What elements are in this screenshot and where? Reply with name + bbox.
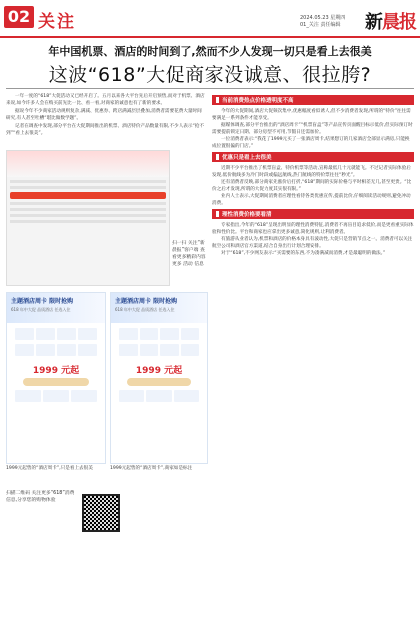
body-paragraph: 还有消费者反映,部分商家先涨价后打折,“618”期间的实际价格与平时相差无几,甚至更贵。“比价之后才发现,所谓的大促力度其实很有限。” (212, 180, 412, 192)
side-caption: 扫一扫 关注“新晨报”客户端 查看更多精彩内容 更多 活动 信息 (172, 241, 206, 267)
banner-strip (11, 388, 101, 404)
body-paragraph: 据媒体调查,部分平台推出的“酒店周卡”“机票盲盒”等产品宣传页面醒目标示低价,但实际预订时需要提前锁定日期、部分房型不可用,节假日还需加价。 (212, 123, 413, 135)
banner-subtitle: 618 年中大促 品质酒店 任选入住 (11, 307, 71, 312)
banner-head (7, 293, 105, 323)
body-paragraph: 一位消费者表示:“我花了1999元买了一张酒店周卡,结果想订的几家酒店全部显示满房,只能换成位置很偏的门店。” (212, 137, 410, 149)
banner-title: 主题酒店周卡 限时抢购 (11, 298, 74, 305)
masthead-logo (365, 8, 416, 34)
banner-strip (115, 342, 203, 358)
left-column (6, 93, 206, 138)
issue-date: 2024.05.23 星期四 (300, 15, 346, 21)
right-column (212, 93, 414, 257)
app-screenshot-image (6, 150, 170, 286)
page-header (0, 0, 420, 40)
section-title-3 (212, 209, 414, 219)
masthead-highlight: 晨报 (382, 12, 416, 33)
app-line (10, 202, 166, 205)
banner-subtitle: 618 年中大促 品质酒店 任选入住 (115, 307, 175, 312)
section-number: 02 (4, 6, 34, 28)
banner-body (7, 323, 105, 407)
banner-body (111, 323, 207, 407)
banner-strip (11, 342, 101, 358)
section-name: 关注 (38, 12, 76, 32)
banner-strip (115, 326, 203, 342)
body-paragraph: 对于“618”,不少网友表示:“买需要的东西,不为凑满减而消费,才是最聪明的做法。” (221, 251, 386, 256)
headline-divider (6, 88, 414, 89)
lead-paragraph-2: 据说今年不少商家活动规则复杂,满减、优惠券、跨店满减层层叠加,消费者需要花费大量时间研究,有人甚至吐槽“堪比做数学题”。 (6, 109, 202, 121)
banner-title: 主题酒店周卡 限时抢购 (115, 298, 178, 305)
app-line (10, 214, 166, 217)
banner-strip (115, 388, 203, 404)
main-headline: 这波“618”大促商家没诚意、很拉胯? (48, 64, 372, 86)
app-screenshot-top (7, 151, 169, 177)
app-line (10, 208, 166, 211)
section-title-text: 优惠只是看上去很美 (222, 155, 272, 161)
lead-paragraph-3: 记者在调查中发现,部分平台在大促期间推出的机票、酒店特价产品数量有限,不少人表示“抢不到”“看上去很美”。 (6, 124, 205, 136)
section-title-text: 理性消费价格要看清 (222, 212, 272, 218)
qr-code-icon (82, 494, 120, 532)
image-caption-right: 1999元起售的“酒店周卡”,商家如是标注 (110, 466, 193, 471)
section-title-text: 当前消费热点价格透明度不高 (222, 98, 294, 104)
buy-button[interactable] (23, 378, 89, 386)
banner-price: 1999 元起 (32, 366, 80, 376)
body-paragraph: 今年的大促期间,酒店大促频次集中,优惠幅度看似诱人,但不少消费者发现,所谓的“特价”往往需要满足一系列条件才能享受。 (212, 109, 411, 121)
hotel-card-banner-right (110, 292, 208, 464)
banner-head (111, 293, 207, 323)
masthead-prefix: 新 (365, 12, 382, 33)
section-marker-icon (216, 211, 219, 217)
banner-strip (11, 326, 101, 342)
section-title-1 (212, 95, 414, 105)
qr-note: 扫描二维码 关注更多“618”消费信息,分享您的购物体验 (6, 491, 75, 503)
body-paragraph: 专家指出,今年的“618”呈现出明显的理性消费特征,消费者不再盲目追求低价,而是更看重实际体验和性价比。平台和商家也应拿出更多诚意,简化规则,让利消费者。 (212, 223, 414, 235)
app-red-bar (10, 192, 166, 199)
app-line (10, 180, 166, 183)
section-marker-icon (216, 154, 219, 160)
image-caption-left: 1999元起售的“酒店周卡”,只是看上去很美 (6, 466, 93, 471)
body-paragraph: 近期不少平台推出了机票盲盒、特价机票等活动,宣称最低几十元就能飞。不过记者实际体验后发现,低价航线多为冷门时段或偏远航线,热门航线的特价票往往“秒光”。 (212, 166, 411, 178)
sub-headline: 年中国机票、酒店的时间到了,然而不少人发现一切只是看上去很美 (48, 45, 372, 58)
lead-paragraph-1: 一年一度的“618”大促活动又已经开启了。五月以来各大平台先后开启预售,而对于机票、酒店来说,如今许多人会在购买前先比一比、看一看,对商家的诚意也有了新的要求。 (6, 94, 205, 106)
app-line (10, 186, 166, 189)
body-paragraph: 有旅游从业者认为,机票和酒店的价格本身具有波动性,大促只是营销节点之一。消费者可以关注航空公司和酒店官方渠道,结合自身出行计划合理安排。 (212, 237, 413, 249)
buy-button[interactable] (127, 378, 191, 386)
banner-price: 1999 元起 (135, 366, 183, 376)
header-rule (0, 36, 420, 38)
app-line (10, 220, 166, 223)
section-marker-icon (216, 97, 219, 103)
body-paragraph: 业内人士表示,大促期间消费者应理性看待各类优惠宣传,提前比价,仔细阅读活动规则,避免冲动消费。 (212, 194, 411, 206)
hotel-card-banner-left (6, 292, 106, 464)
section-title-2 (212, 152, 414, 162)
page-info: 01_关注 责任编辑 (300, 22, 341, 28)
